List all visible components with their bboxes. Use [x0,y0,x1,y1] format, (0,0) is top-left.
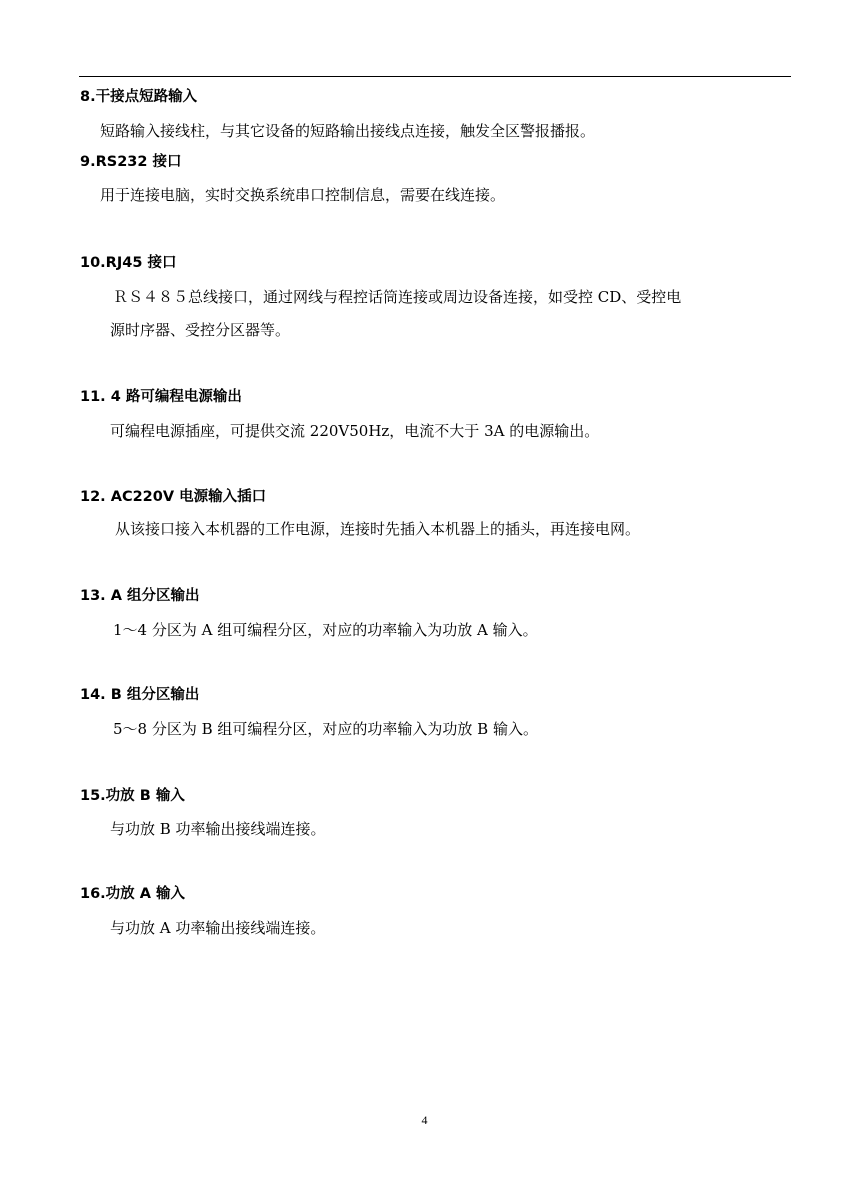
page-number: 4 [421,1113,428,1127]
section-heading-12: 12. AC220V 电源输入插口 [80,489,267,505]
section-body-10-line-1: ＲＳ４８５总线接口，通过网线与程控话筒连接或周边设备连接，如受控 CD、受控电 [113,288,682,306]
section-body-16: 与功放 A 功率输出接线端连接。 [110,919,326,937]
section-heading-14: 14. B 组分区输出 [80,687,200,703]
section-heading-16: 16.功放 A 输入 [80,886,186,902]
section-body-12: 从该接口接入本机器的工作电源，连接时先插入本机器上的插头，再连接电网。 [115,520,641,538]
section-heading-8: 8.干接点短路输入 [80,89,198,105]
section-body-10-line-2: 源时序器、受控分区器等。 [110,321,291,339]
section-heading-9: 9.RS232 接口 [80,154,182,170]
section-body-9: 用于连接电脑，实时交换系统串口控制信息，需要在线连接。 [100,186,506,204]
section-body-13: 1～4 分区为 A 组可编程分区，对应的功率输入为功放 A 输入。 [113,621,538,639]
section-body-15: 与功放 B 功率输出接线端连接。 [110,820,326,838]
section-heading-11: 11. 4 路可编程电源输出 [80,389,242,405]
section-body-14: 5～8 分区为 B 组可编程分区，对应的功率输入为功放 B 输入。 [113,720,538,738]
section-body-8: 短路输入接线柱，与其它设备的短路输出接线点连接，触发全区警报播报。 [100,122,596,140]
section-body-11: 可编程电源插座，可提供交流 220V50Hz，电流不大于 3A 的电源输出。 [110,422,600,440]
section-heading-13: 13. A 组分区输出 [80,588,200,604]
header-rule [79,76,791,77]
section-heading-10: 10.RJ45 接口 [80,255,177,271]
section-heading-15: 15.功放 B 输入 [80,788,185,804]
